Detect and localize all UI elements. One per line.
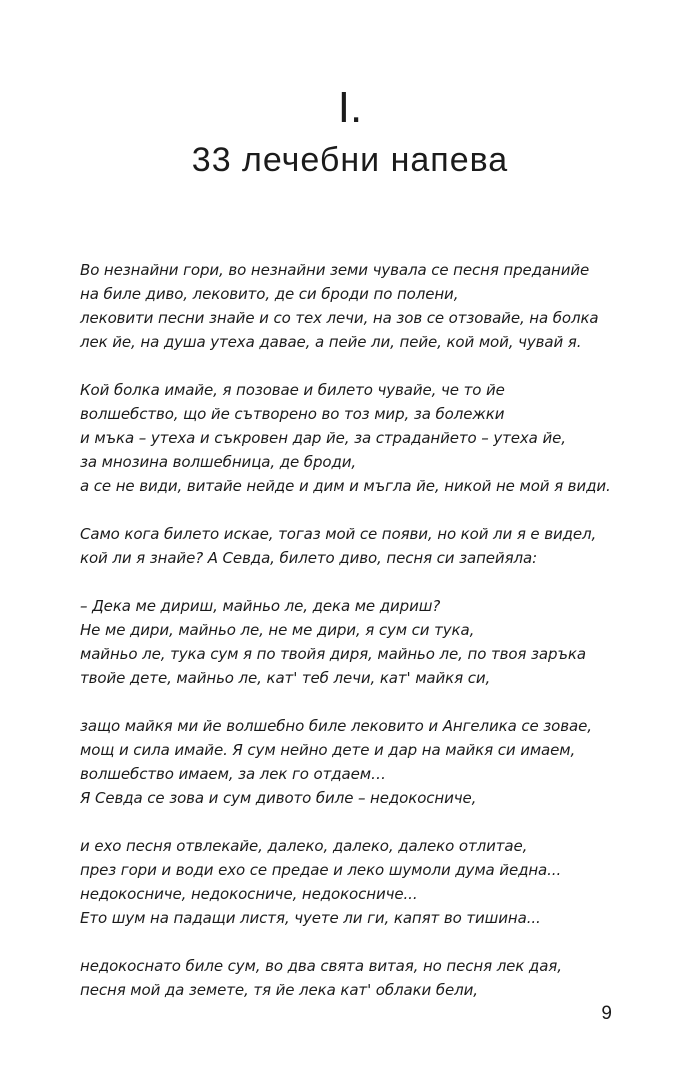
stanza bbox=[80, 378, 670, 498]
stanza bbox=[80, 954, 670, 1002]
poem-line: Во незнайни гори, во незнайни земи чувала се песня преданийе bbox=[80, 261, 590, 279]
poem-line: Само кога билето искае, тогаз мой се появи, но кой ли я е видел, bbox=[80, 525, 597, 543]
poem-line: на биле диво, лековито, де си броди по полени, bbox=[80, 285, 459, 303]
poem-line: а се не види, витайе нейде и дим и мъгла йе, никой не мой я види. bbox=[80, 477, 611, 495]
poem-line: песня мой да земете, тя йе лека кат' облаки бели, bbox=[80, 981, 478, 999]
poem-line: Кой болка имайе, я позовае и билето чувайе, че то йе bbox=[80, 381, 505, 399]
chapter-number: I. bbox=[337, 83, 363, 132]
stanza bbox=[80, 594, 670, 690]
poem-line: лековити песни знайе и со тех лечи, на зов се отзовайе, на болка bbox=[80, 309, 599, 327]
poem-line: недокосниче, недокосниче, недокосниче... bbox=[80, 885, 418, 903]
poem-line: волшебство имаем, за лек го отдаем… bbox=[80, 765, 386, 783]
stanza bbox=[80, 714, 670, 810]
poem-line: Не ме дири, майньо ле, не ме дири, я сум си тука, bbox=[80, 621, 475, 639]
poem-line: – Дека ме дириш, майньо ле, дека ме дириш? bbox=[80, 597, 441, 615]
poem-line: майньо ле, тука сум я по твойя диря, майньо ле, по твоя заръка bbox=[80, 645, 586, 663]
stanza bbox=[80, 522, 670, 570]
poem-body bbox=[80, 258, 670, 1026]
stanza bbox=[80, 834, 670, 930]
poem-line: твойе дете, майньо ле, кат' теб лечи, кат' майкя си, bbox=[80, 669, 491, 687]
poem-line: Ето шум на падащи листя, чуете ли ги, капят во тишина... bbox=[80, 909, 541, 927]
poem-line: защо майкя ми йе волшебно биле лековито и Ангелика се зовае, bbox=[80, 717, 592, 735]
chapter-title: 33 лечебни напева bbox=[191, 141, 509, 179]
poem-line: през гори и води ехо се предае и леко шумоли дума йедна... bbox=[80, 861, 562, 879]
poem-line: недокоснато биле сум, во два свята витая, но песня лек дая, bbox=[80, 957, 562, 975]
poem-line: за мнозина волшебница, де броди, bbox=[80, 453, 357, 471]
poem-line: Я Севда се зова и сум дивото биле – недокосниче, bbox=[80, 789, 477, 807]
poem-line: и ехо песня отвлекайе, далеко, далеко, далеко отлитае, bbox=[80, 837, 528, 855]
poem-line: лек йе, на душа утеха давае, а пейе ли, пейе, кой мой, чувай я. bbox=[80, 333, 582, 351]
poem-line: кой ли я знайе? А Севда, билето диво, песня си запейяла: bbox=[80, 549, 538, 567]
page-number: 9 bbox=[601, 1003, 612, 1024]
poem-line: и мъка – утеха и съкровен дар йе, за страданйето – утеха йе, bbox=[80, 429, 566, 447]
stanza bbox=[80, 258, 670, 354]
poem-line: волшебство, що йе сътворено во тоз мир, за болежки bbox=[80, 405, 505, 423]
poem-line: мощ и сила имайе. Я сум нейно дете и дар на майкя си имаем, bbox=[80, 741, 576, 759]
